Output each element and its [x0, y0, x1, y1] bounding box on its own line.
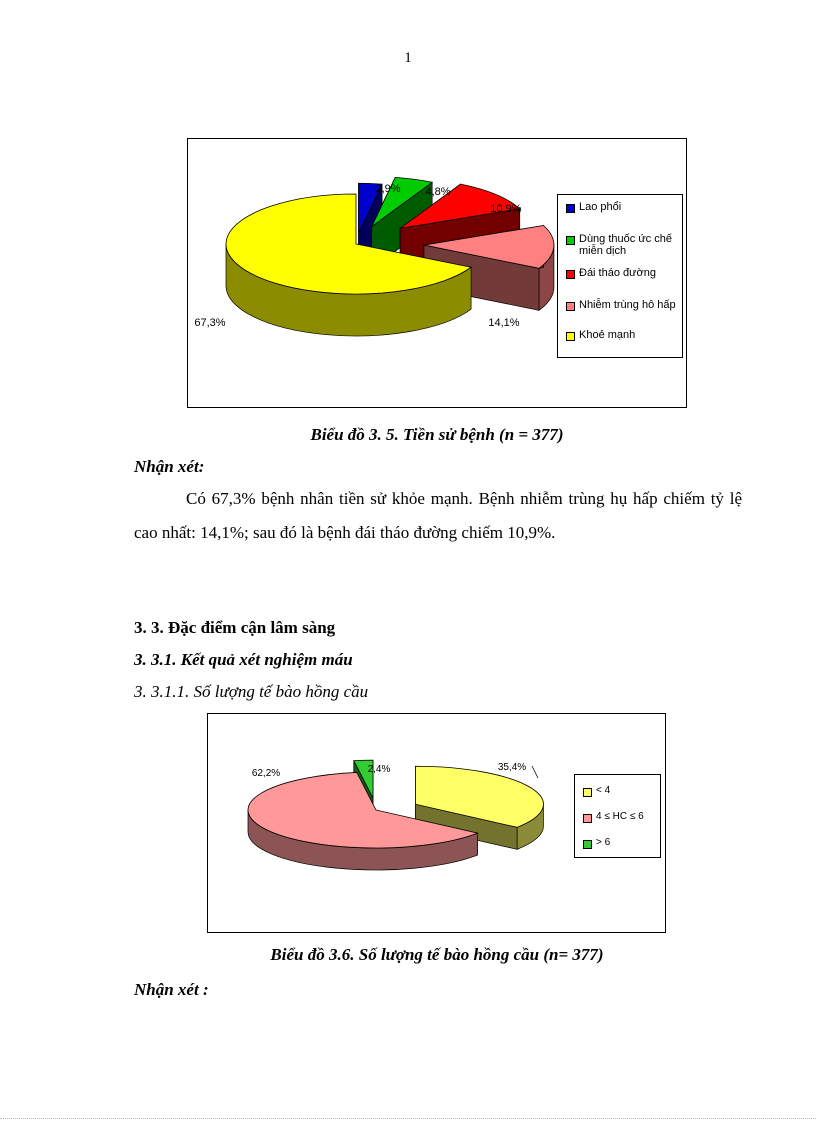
legend-item: [566, 299, 676, 311]
legend-label: < 4: [596, 785, 611, 796]
chart1-caption: Biểu đồ 3. 5. Tiền sử bệnh (n = 377): [310, 425, 564, 444]
legend-label: > 6: [596, 837, 611, 848]
pie-data-label: 14,1%: [488, 317, 520, 329]
legend-swatch: [583, 840, 592, 849]
legend-item: [566, 201, 621, 213]
pie-data-label: 35,4%: [497, 762, 527, 773]
comment2-label: Nhận xét :: [134, 980, 209, 999]
legend-label: Nhiễm trùng hô hấp: [579, 299, 676, 311]
legend-label: Lao phổi: [579, 201, 622, 213]
legend-swatch: [583, 814, 592, 823]
label-leader-line: [532, 766, 538, 778]
legend-label: Khoẻ mạnh: [579, 329, 636, 341]
comment1-paragraph: Có 67,3% bệnh nhân tiền sử khỏe mạnh. Bệnh nhiễm trùng hụ hấp chiếm tỷ lệ cao nhất: 14,1%; sau đó là bệnh đái tháo đường chiếm 10,9%.: [134, 489, 742, 542]
pie-data-label: 62,2%: [251, 768, 281, 779]
legend-label: Đái tháo đường: [579, 267, 656, 279]
legend-swatch: [566, 236, 575, 245]
chart1-legend: [557, 194, 683, 358]
chart2-caption: Biểu đồ 3.6. Số lượng tế bào hồng cầu (n= 377): [270, 945, 604, 964]
legend-label: 4 ≤ HC ≤ 6: [596, 811, 644, 822]
subsubsection-heading: 3. 3.1.1. Số lượng tế bào hồng cầu: [134, 682, 369, 701]
legend-item: [583, 837, 610, 849]
page-number: 1: [404, 50, 412, 66]
legend-item: [583, 811, 644, 823]
subsection-heading: 3. 3.1. Kết quả xét nghiệm máu: [134, 650, 353, 669]
pie-data-label: 4,8%: [425, 186, 451, 198]
legend-swatch: [566, 302, 575, 311]
legend-swatch: [583, 788, 592, 797]
legend-swatch: [566, 270, 575, 279]
chart1-frame: [187, 138, 687, 408]
legend-swatch: [566, 332, 575, 341]
pie-data-label: 67,3%: [194, 317, 226, 329]
pie-data-label: 2,4%: [367, 764, 391, 775]
section-heading: 3. 3. Đặc điểm cận lâm sàng: [134, 618, 336, 637]
page-bottom-rule: [0, 1118, 816, 1119]
comment1-label: Nhận xét:: [134, 457, 205, 476]
legend-item: [583, 785, 610, 797]
chart2-frame: [207, 713, 666, 933]
legend-item: [566, 267, 656, 279]
legend-item: [566, 329, 635, 341]
legend-item: [566, 233, 678, 257]
pie-data-label: 10,9%: [490, 203, 522, 215]
legend-label: Dùng thuốc ức chế miễn dịch: [579, 233, 672, 257]
chart2-legend: [574, 774, 661, 858]
legend-swatch: [566, 204, 575, 213]
pie-data-label: 2,9%: [375, 183, 401, 195]
